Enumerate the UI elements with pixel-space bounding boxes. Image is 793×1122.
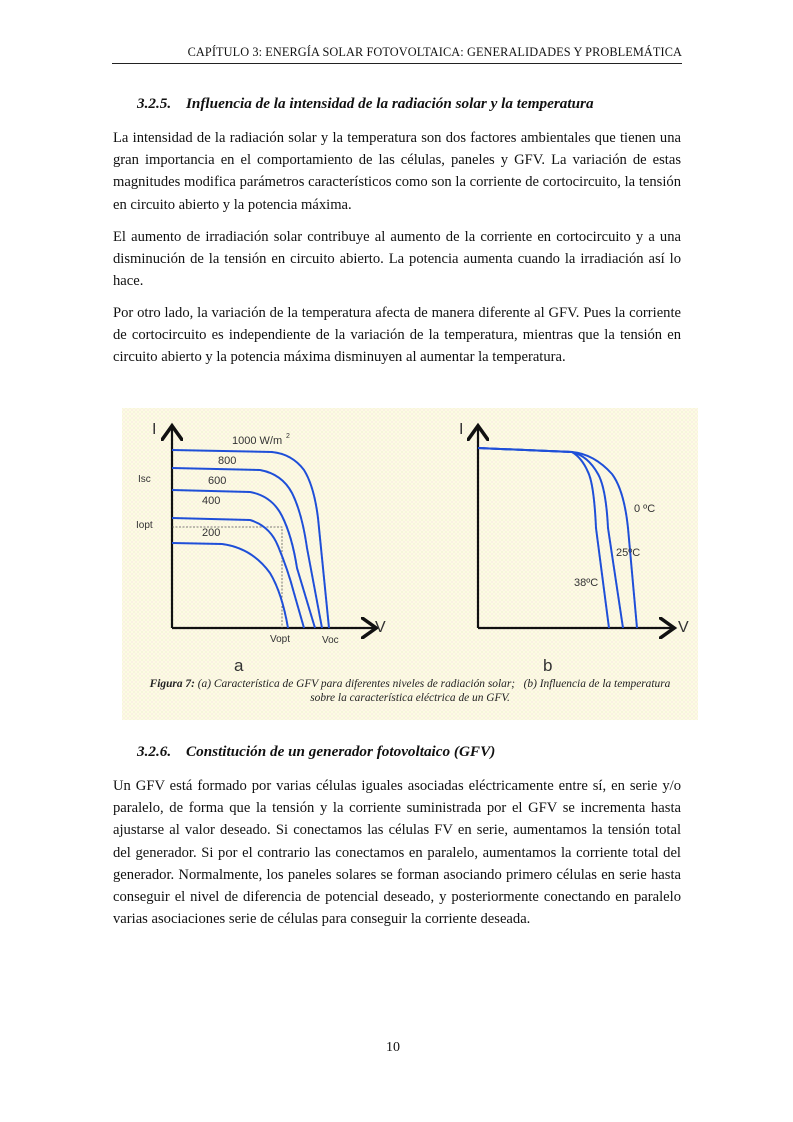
panel-a-letter: a bbox=[234, 656, 244, 675]
caption-label: Figura 7: bbox=[149, 678, 195, 690]
curve-label-400: 400 bbox=[202, 495, 221, 507]
curve-label-1000: 1000 W/m bbox=[232, 435, 283, 447]
paragraph: El aumento de irradiación solar contribuye al aumento de la corriente en cortocircuito y a una disminución de la tensión en circuito abierto. La potencia aumenta cuando la irradiación así lo hace. bbox=[113, 229, 681, 290]
isc-label: Isc bbox=[138, 474, 151, 485]
curve-label-0c: 0 ºC bbox=[634, 503, 656, 515]
section-number: 3.2.6. bbox=[137, 743, 172, 760]
figure-iv-curves bbox=[122, 408, 698, 720]
panel-a-chart bbox=[136, 421, 386, 675]
x-axis-label: V bbox=[678, 619, 689, 636]
x-axis-label: V bbox=[375, 619, 386, 636]
paragraph: Por otro lado, la variación de la temperatura afecta de manera diferente al GFV. Pues la corriente de cortocircuito es independiente de la variación de la temperatura, mientras que la tensión en circuito abierto y la potencia máxima disminuyen al aumentar la temperatura. bbox=[113, 305, 681, 366]
panel-b-chart bbox=[459, 421, 689, 675]
page-number: 10 bbox=[386, 1040, 400, 1055]
y-axis-label: I bbox=[459, 421, 464, 438]
curve-label-25c: 25ºC bbox=[616, 547, 641, 559]
iopt-label: Iopt bbox=[136, 520, 153, 531]
curve-label-600: 600 bbox=[208, 475, 227, 487]
y-axis-label: I bbox=[152, 421, 157, 438]
section-title: Constitución de un generador fotovoltaico (GFV) bbox=[186, 743, 496, 760]
section-heading-3-2-6 bbox=[137, 743, 495, 761]
unit-superscript: 2 bbox=[286, 433, 290, 440]
caption-text-line2: sobre la característica eléctrica de un GFV. bbox=[310, 691, 510, 704]
curve-label-800: 800 bbox=[218, 455, 237, 467]
paragraph: Un GFV está formado por varias células iguales asociadas eléctricamente entre sí, en serie y/o paralelo, de forma que la tensión y la corriente suministrada por el GFV se incrementa hasta ajustarse al valor deseado. Si conectamos las células FV en serie, aumentamos la tensión total del generador. Si por el contrario las conectamos en paralelo, aumentamos la corriente total del generador. Normalmente, los paneles solares se forman asociando primero células en serie hasta conseguir el nivel de diferencia de potencial deseado, y posteriormente conectando en paralelo varias asociaciones serie de células para conseguir la corriente deseada. bbox=[113, 778, 681, 928]
caption-text: (a) Característica de GFV para diferentes niveles de radiación solar; (b) Influencia de la temperatura bbox=[194, 678, 671, 690]
vopt-label: Vopt bbox=[270, 634, 291, 645]
section-number: 3.2.5. bbox=[137, 95, 172, 112]
section-title: Influencia de la intensidad de la radiación solar y la temperatura bbox=[186, 95, 594, 112]
header-rule bbox=[112, 63, 682, 64]
paragraph: La intensidad de la radiación solar y la temperatura son dos factores ambientales que tienen una gran importancia en el comportamiento de las células, paneles y GFV. La variación de estas magnitudes modifica parámetros característicos como son la corriente de cortocircuito, la tensión en circuito abierto y la potencia máxima. bbox=[113, 130, 681, 213]
section-heading-3-2-5 bbox=[137, 95, 594, 113]
panel-b-letter: b bbox=[543, 656, 553, 675]
figure-7 bbox=[122, 408, 698, 720]
curve-label-38c: 38ºC bbox=[574, 577, 599, 589]
voc-label: Voc bbox=[322, 635, 339, 646]
figure-caption bbox=[122, 678, 698, 705]
running-header: CAPÍTULO 3: ENERGÍA SOLAR FOTOVOLTAICA: GENERALIDADES Y PROBLEMÁTICA bbox=[187, 45, 682, 59]
curve-label-200: 200 bbox=[202, 527, 221, 539]
